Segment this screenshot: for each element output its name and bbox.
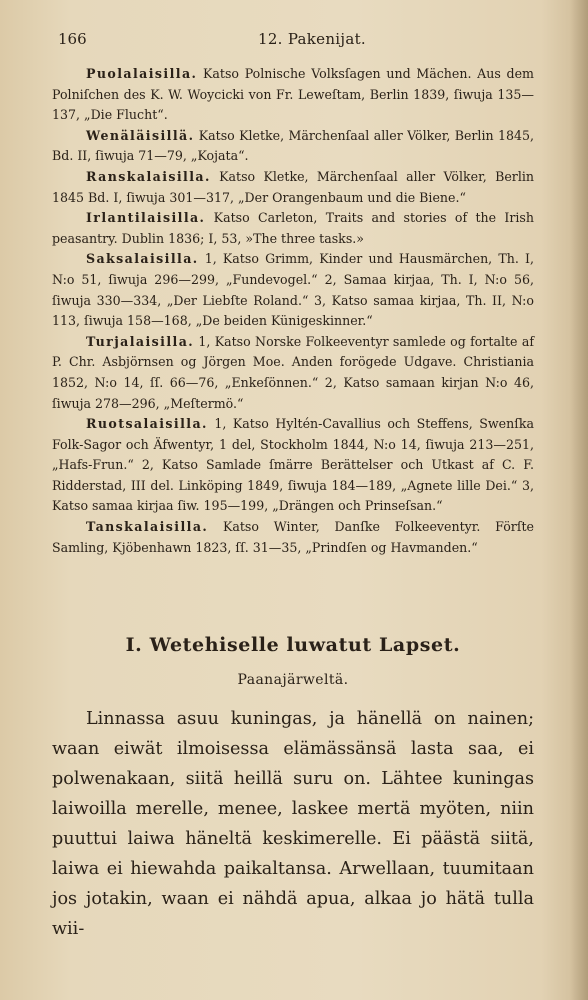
note-text: Katso Kletke, Märchenſaal aller Völker, Berlin 1845, Bd. II, ſiwuja 71—79, „Kojata“. — [52, 127, 534, 164]
story-paragraph: Linnassa asuu kuningas, ja hänellä on nainen; waan eiwät ilmoisessa elämässänsä lasta saa, ei polwenakaan, siitä heillä suru on. Lähtee kuningas laiwoilla merelle, menee, laskee mertä myöten, niin puuttui laiwa häneltä keskimerelle. Ei päästä siitä, laiwa ei hiewahda paikaltansa. Arwellaan, tuumitaan jos jotakin, waan ei nähdä apua, alkaa jo hätä tulla wii- — [52, 709, 534, 939]
note-text: Katso Kletke, Märchenſaal aller Völker, Berlin 1845 Bd. I, ſiwuja 301—317, „Der Orangenbaum und die Biene.“ — [52, 168, 534, 205]
note-language: Ranskalaisilla. — [86, 168, 211, 184]
note-text: Katso Polnische Volksſagen und Mächen. Aus dem Polniſchen des K. W. Woycicki von Fr. Leweſtam, Berlin 1839, ſiwuja 135—137, „Die Flucht“. — [52, 66, 534, 123]
running-title: 12. Pakenijat. — [258, 30, 366, 48]
note-paragraph — [52, 414, 534, 517]
note-paragraph — [52, 167, 534, 208]
note-paragraph — [52, 208, 534, 249]
note-paragraph — [52, 126, 534, 167]
note-paragraph — [52, 332, 534, 414]
note-text: 1, Katso Hyltén-Cavallius och Steffens, Swenſka Folk-Sagor och Äfwentyr, 1 del, Stockholm 1844, N:o 14, ſiwuja 213—251, „Hafs-Frun.“ 2, Katso Samlade ſmärre Berättelser och Utkast af C. F. Ridderstad, III del. Linköping 1849, ſiwuja 184—189, „Agnete lille Dei.“ 3, Katso samaa kirjaa ſiw. 195—199, „Drängen och Prinseſsan.“ — [52, 416, 534, 514]
note-paragraph — [52, 64, 534, 126]
note-text: Katso Carleton, Traits and stories of the Irish peasantry. Dublin 1836; I, 53, »The three tasks.» — [52, 210, 534, 246]
bibliography-notes — [52, 64, 534, 558]
note-language: Ruotsalaisilla. — [86, 416, 208, 432]
note-text: 1, Katso Grimm, Kinder und Hausmärchen, Th. I, N:o 51, ſiwuja 296—299, „Fundevogel.“ 2, Samaa kirjaa, Th. I, N:o 56, ſiwuja 330—334, „Der Liebſte Roland.“ 3, Katso samaa kirjaa, Th. II, N:o 113, ſiwuja 158—168, „De beiden Künigeskinner.“ — [52, 251, 534, 329]
note-language: Wenäläisillä. — [86, 127, 195, 143]
page-gutter-shadow — [570, 0, 588, 1000]
note-language: Saksalaisilla. — [86, 251, 199, 267]
note-text: Katso Winter, Danſke Folkeeventyr. Förſte Samling, Kjöbenhawn 1823, ſſ. 31—35, „Prindſen og Havmanden.“ — [52, 519, 534, 555]
story-body — [52, 704, 534, 944]
note-text: 1, Katso Norske Folkeeventyr samlede og fortalte af P. Chr. Asbjörnsen og Jörgen Moe. Anden forögede Udgave. Christiania 1852, N:o 14, ſſ. 66—76, „Enkeſönnen.“ 2, Katso samaan kirjan N:o 46, ſiwuja 278—296, „Meſtermö.“ — [52, 333, 534, 411]
section-title: I. Wetehiselle luwatut Lapset. — [125, 634, 461, 656]
page-number: 166 — [58, 30, 87, 48]
section-subtitle: Paanajärweltä. — [237, 672, 349, 688]
note-language: Tanskalaisilla. — [86, 519, 209, 535]
page-header — [58, 30, 538, 54]
note-language: Turjalaisilla. — [86, 333, 195, 349]
note-paragraph — [52, 517, 534, 558]
note-language: Puolalaisilla. — [86, 66, 198, 81]
note-language: Irlantilaisilla. — [86, 210, 206, 226]
note-paragraph — [52, 249, 534, 331]
